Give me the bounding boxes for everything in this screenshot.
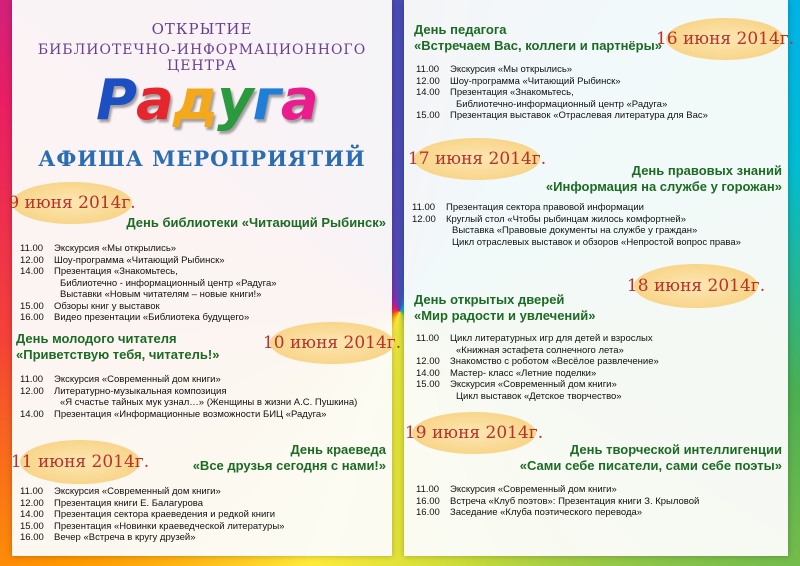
schedule-time: 15.00 [20, 520, 44, 532]
schedule-description: Презентация книги Е. Балагурова [54, 497, 204, 509]
schedule-description: Презентация сектора краеведения и редкой книги [54, 509, 276, 520]
event-heading-line: День библиотеки «Читающий Рыбинск» [126, 215, 386, 230]
schedule-time: 15.00 [416, 110, 440, 121]
schedule-time: 11.00 [20, 486, 44, 497]
schedule-time: 12.00 [416, 356, 440, 367]
schedule-row [412, 225, 741, 237]
schedule-row [416, 345, 659, 357]
schedule-row [20, 289, 277, 301]
schedule-description: Презентация «Новинки краеведческой литературы» [54, 520, 285, 532]
schedule-row [20, 509, 284, 521]
schedule-description: Экскурсия «Современный дом книги» [54, 374, 221, 385]
event-heading [193, 442, 386, 474]
schedule-time: 14.00 [20, 266, 44, 277]
schedule-row [20, 243, 277, 255]
date-badge: 11 июня 2014г. [20, 440, 140, 484]
schedule-row [416, 379, 659, 391]
event-heading [546, 163, 782, 195]
schedule-row [20, 498, 284, 510]
schedule-row [20, 532, 284, 544]
logo-letter: а [136, 68, 173, 133]
schedule-list [20, 486, 284, 544]
schedule-time: 14.00 [416, 87, 440, 98]
date-badge: 16 июня 2014г. [666, 18, 784, 60]
schedule-time [20, 278, 54, 290]
logo-letter: Р [96, 68, 137, 133]
schedule-description: Экскурсия «Современный дом книги» [450, 379, 617, 390]
schedule-description: Круглый стол «Чтобы рыбинцам жилось комфортней» [446, 213, 686, 225]
schedule-time: 14.00 [20, 408, 44, 420]
schedule-description: Цикл выставок «Детское творчество» [456, 390, 622, 402]
schedule-row [416, 333, 659, 345]
event-heading-line: День творческой интеллигенции [570, 442, 782, 457]
schedule-description: Знакомство с роботом «Весёлое развлечение» [450, 356, 659, 367]
schedule-time: 11.00 [20, 374, 44, 385]
schedule-description: Обзоры книг у выставок [54, 300, 160, 312]
schedule-row [412, 237, 741, 249]
schedule-time: 16.00 [20, 312, 44, 323]
logo-letter: д [172, 68, 218, 133]
logo-letter: г [252, 68, 281, 133]
schedule-row [416, 110, 708, 122]
schedule-row [20, 301, 277, 313]
schedule-description: Библиотечно-информационный центр «Радуга» [456, 98, 668, 110]
schedule-time: 16.00 [20, 532, 44, 543]
schedule-row [416, 391, 659, 403]
header-line2: БИБЛИОТЕЧНО-ИНФОРМАЦИОННОГО ЦЕНТРА [37, 42, 367, 74]
event-heading-line: День краеведа [290, 442, 386, 457]
event-heading-line: День открытых дверей [414, 292, 565, 307]
schedule-time: 12.00 [20, 497, 44, 509]
event-heading-line: «Мир радости и увлечений» [414, 308, 596, 323]
schedule-time: 11.00 [416, 333, 440, 344]
schedule-row [20, 255, 277, 267]
schedule-time [412, 225, 446, 237]
schedule-row [416, 356, 659, 368]
schedule-row [20, 409, 357, 421]
logo-letter: у [217, 68, 253, 133]
schedule-list [416, 64, 708, 122]
schedule-description: Экскурсия «Современный дом книги» [450, 484, 617, 495]
schedule-description: Цикл литературных игр для детей и взрослых [450, 333, 653, 344]
header-line1: ОТКРЫТИЕ [151, 20, 253, 38]
schedule-row [416, 496, 699, 508]
schedule-list [20, 243, 277, 324]
schedule-description: Презентация выставок «Отраслевая литература для Вас» [450, 110, 708, 121]
date-badge: 19 июня 2014г. [412, 412, 536, 454]
schedule-description: Мастер- класс «Летние поделки» [450, 367, 597, 379]
schedule-description: «Я счастье тайных мук узнал…» (Женщины в жизни А.С. Пушкина) [60, 397, 358, 408]
schedule-list [416, 484, 699, 519]
schedule-description: Видео презентации «Библиотека будущего» [54, 312, 250, 323]
schedule-time: 16.00 [416, 495, 440, 507]
schedule-description: Литературно-музыкальная композиция [54, 385, 227, 397]
schedule-row [416, 87, 708, 99]
schedule-time: 12.00 [20, 254, 44, 266]
schedule-time [416, 99, 450, 111]
schedule-row [416, 484, 699, 496]
schedule-description: Экскурсия «Современный дом книги» [54, 486, 221, 497]
schedule-description: Выставки «Новым читателям – новые книги!» [60, 289, 262, 300]
date-badge: 18 июня 2014г. [634, 264, 758, 308]
event-heading-line: День педагога [414, 22, 507, 37]
schedule-time: 15.00 [20, 300, 44, 312]
event-heading-line: День молодого читателя [16, 331, 177, 346]
schedule-row [416, 507, 699, 519]
schedule-description: Библиотечно - информационный центр «Радуга» [60, 277, 277, 289]
event-heading [414, 292, 596, 324]
schedule-list [412, 202, 741, 248]
schedule-time: 11.00 [20, 243, 44, 254]
event-heading-line: «Встречаем Вас, коллеги и партнёры» [414, 38, 662, 53]
schedule-row [416, 368, 659, 380]
schedule-time: 11.00 [416, 64, 440, 75]
schedule-row [412, 202, 741, 214]
event-heading [16, 331, 219, 363]
afisha-title: АФИША МЕРОПРИЯТИЙ [38, 146, 366, 171]
schedule-description: Экскурсия «Мы открылись» [450, 64, 573, 75]
schedule-row [20, 374, 357, 386]
schedule-list [20, 374, 357, 420]
event-heading [414, 22, 662, 54]
schedule-description: Вечер «Встреча в кругу друзей» [54, 532, 196, 543]
schedule-list [416, 333, 659, 402]
schedule-description: Экскурсия «Мы открылись» [54, 243, 177, 254]
schedule-row [20, 266, 277, 278]
schedule-description: Выставка «Правовые документы на службе у граждан» [452, 225, 698, 236]
schedule-description: Встреча «Клуб поэтов»: Презентация книги З. Крыловой [450, 495, 700, 507]
schedule-description: Презентация «Информационные возможности БИЦ «Радуга» [54, 408, 327, 420]
schedule-row [20, 521, 284, 533]
logo-letter: а [280, 68, 318, 133]
schedule-time [416, 345, 450, 357]
event-heading [520, 442, 782, 474]
event-heading-line: День правовых знаний [631, 163, 782, 178]
schedule-row [416, 64, 708, 76]
schedule-row [416, 76, 708, 88]
schedule-row [20, 278, 277, 290]
date-badge: 9 июня 2014г. [12, 182, 132, 224]
left-panel [8, 0, 402, 556]
schedule-description: Шоу-программа «Читающий Рыбинск» [450, 75, 621, 87]
date-badge: 10 июня 2014г. [270, 322, 394, 364]
schedule-description: Презентация «Знакомьтесь, [450, 87, 574, 98]
schedule-time: 15.00 [416, 379, 440, 390]
schedule-time [412, 237, 446, 249]
schedule-time [416, 391, 450, 403]
event-heading-line: «Информация на службе у горожан» [545, 179, 782, 194]
schedule-description: Заседание «Клуба поэтического перевода» [450, 507, 643, 518]
event-heading-line: «Все друзья сегодня с нами!» [192, 458, 386, 473]
right-panel [404, 0, 795, 556]
schedule-description: Презентация «Знакомьтесь, [54, 266, 178, 277]
date-badge: 17 июня 2014г. [414, 138, 540, 180]
schedule-time: 12.00 [412, 213, 436, 225]
event-heading [126, 215, 386, 231]
schedule-description: Шоу-программа «Читающий Рыбинск» [54, 254, 225, 266]
schedule-time [20, 397, 54, 409]
schedule-row [20, 486, 284, 498]
schedule-row [412, 214, 741, 226]
raduga-logo [96, 68, 318, 133]
event-heading-line: «Сами себе писатели, сами себе поэты» [519, 458, 782, 473]
event-heading-line: «Приветствую тебя, читатель!» [16, 347, 220, 362]
schedule-row [20, 386, 357, 398]
schedule-row [416, 99, 708, 111]
schedule-time: 16.00 [416, 507, 440, 518]
schedule-description: «Книжная эстафета солнечного лета» [456, 344, 624, 356]
schedule-time: 11.00 [416, 484, 440, 495]
schedule-row [20, 397, 357, 409]
schedule-time: 12.00 [20, 385, 44, 397]
schedule-time: 12.00 [416, 75, 440, 87]
schedule-time: 11.00 [412, 202, 436, 213]
schedule-time: 14.00 [416, 367, 440, 379]
schedule-description: Презентация сектора правовой информации [446, 202, 644, 213]
schedule-description: Цикл отраслевых выставок и обзоров «Непростой вопрос права» [452, 236, 741, 248]
schedule-time [20, 289, 54, 301]
schedule-time: 14.00 [20, 509, 44, 520]
schedule-row [20, 312, 277, 324]
